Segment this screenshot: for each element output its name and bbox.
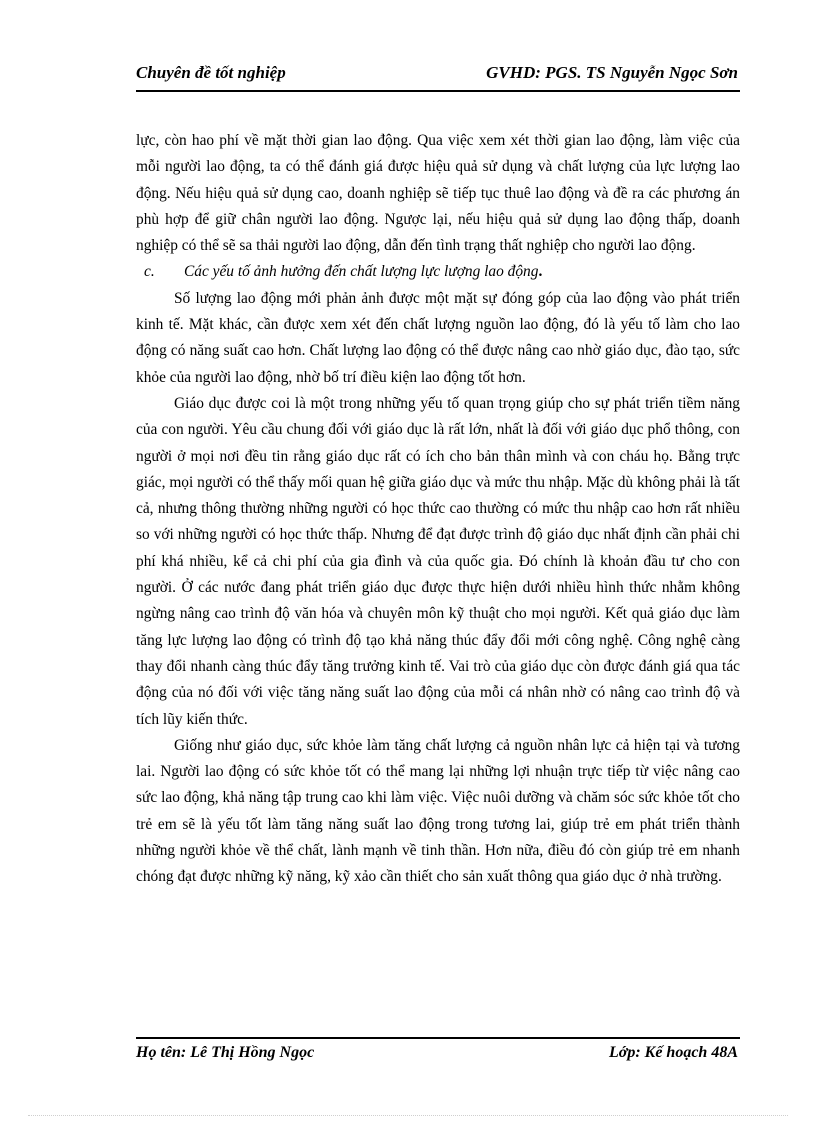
paragraph-labor-quality: Số lượng lao động mới phản ảnh được một mặt sự đóng góp của lao động vào phát triển kinh tế. Mặt khác, cần được xem xét đến chất lượng nguồn lao động, đó là yếu tố làm cho lao động có năng suất cao hơn. Chất lượng lao động có thể được nâng cao nhờ giáo dục, đào tạo, sức khỏe của người lao động, nhờ bố trí điều kiện lao động tốt hơn. [136, 289, 740, 386]
header-document-type: Chuyên đề tốt nghiệp [136, 63, 286, 82]
paragraph-education: Giáo dục được coi là một trong những yếu tố quan trọng giúp cho sự phát triển tiềm năng của con người. Yêu cầu chung đối với giáo dục là rất lớn, nhất là đối với giáo dục phổ thông, con người ở mọi nơi đều tin rằng giáo dục rất có ích cho bản thân mình và con cháu họ. Bằng trực giác, mọi người có thể thấy mối quan hệ giữa giáo dục và mức thu nhập. Mặc dù không phải là tất cả, nhưng thông thường những người có học thức cao thường có mức thu nhập cao hơn rất nhiều so với những người có học thức thấp. Nhưng để đạt được trình độ giáo dục nhất định cần phải chi phí khá nhiều, kể cả chi phí của gia đình và của quốc gia. Đó chính là khoản đầu tư cho con người. Ở các nước đang phát triển giáo dục được thực hiện dưới nhiều hình thức nhằm không ngừng nâng cao trình độ văn hóa và chuyên môn kỹ thuật cho mọi người. Kết quả giáo dục làm tăng lực lượng lao động có trình độ tạo khả năng thúc đẩy đổi mới công nghệ. Công nghệ càng thay đổi nhanh càng thúc đẩy tăng trưởng kinh tế. Vai trò của giáo dục còn được đánh giá qua tác động của nó đối với việc tăng năng suất lao động của mỗi cá nhân nhờ có nâng cao trình độ và tích lũy kiến thức. [136, 394, 740, 728]
footer-class: Lớp: Kế hoạch 48A [608, 1044, 738, 1061]
header-supervisor: GVHD: PGS. TS Nguyễn Ngọc Sơn [486, 63, 738, 82]
page-body [136, 128, 740, 891]
section-title-end: . [538, 263, 543, 281]
footer-author: Họ tên: Lê Thị Hồng Ngọc [136, 1044, 315, 1061]
section-heading-c [136, 259, 740, 285]
paragraph-health: Giống như giáo dục, sức khỏe làm tăng chất lượng cả nguồn nhân lực cả hiện tại và tương lai. Người lao động có sức khỏe tốt có thể mang lại những lợi nhuận trực tiếp từ việc nâng cao sức lao động, khả năng tập trung cao khi làm việc. Việc nuôi dưỡng và chăm sóc sức khỏe tốt cho trẻ em sẽ là yếu tốt làm tăng năng suất lao động trong tương lai, giúp trẻ em phát triển thành những người khỏe về thể chất, lành mạnh về tinh thần. Hơn nữa, điều đó còn giúp trẻ em nhanh chóng đạt được những kỹ năng, kỹ xảo cần thiết cho sản xuất thông qua giáo dục ở nhà trường. [136, 736, 740, 886]
section-title: Các yếu tố ảnh hưởng đến chất lượng lực lượng lao động [184, 263, 539, 281]
page-header [136, 60, 740, 92]
page-footer [136, 1037, 740, 1061]
page-edge-divider [28, 1115, 788, 1116]
paragraph-continuation: lực, còn hao phí về mặt thời gian lao động. Qua việc xem xét thời gian lao động, làm việc của mỗi người lao động, ta có thể đánh giá được hiệu quả sử dụng và chất lượng của lực lượng lao động. Nếu hiệu quả sử dụng cao, doanh nghiệp sẽ tiếp tục thuê lao động và đề ra các phương án phù hợp để giữ chân người lao động. Ngược lại, nếu hiệu quả sử dụng lao động thấp, doanh nghiệp có thể sẽ sa thải người lao động, dẫn đến tình trạng thất nghiệp cho người lao động. [136, 132, 740, 255]
section-letter: c. [144, 263, 155, 281]
